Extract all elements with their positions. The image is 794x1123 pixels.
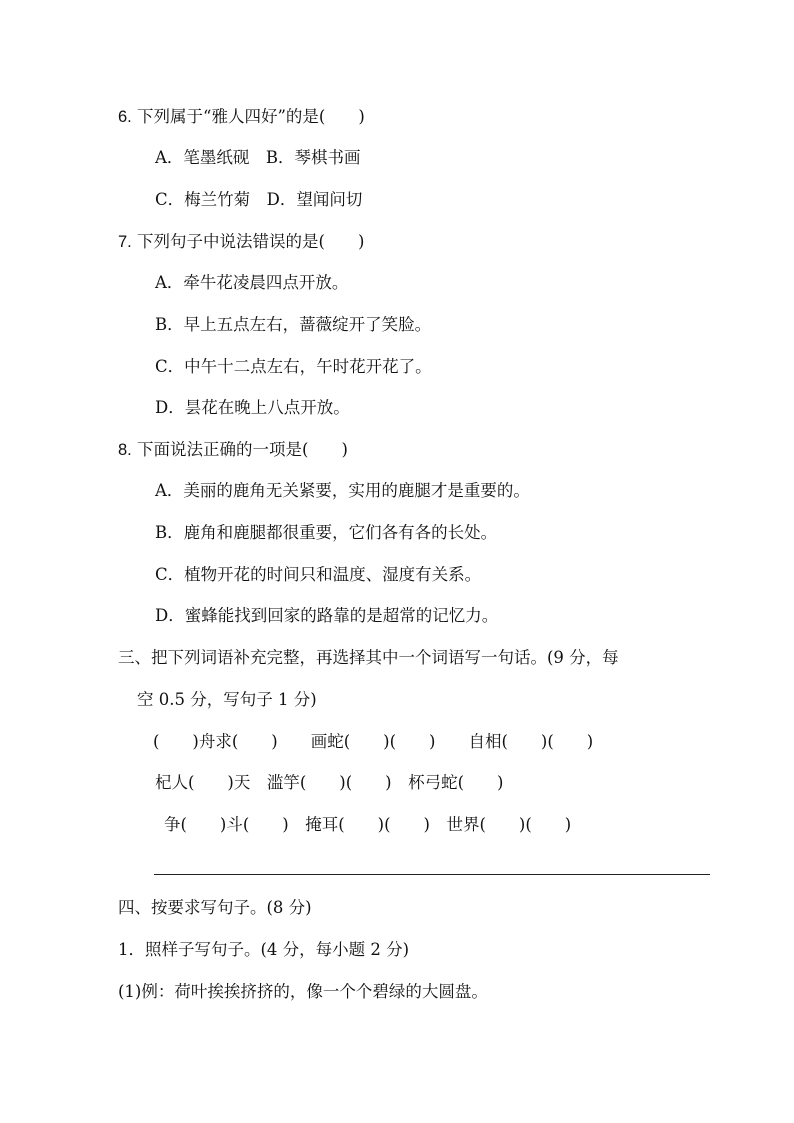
idiom-row-3[interactable]: 争( )斗( ) 掩耳( )( ) 世界( )( ): [164, 815, 572, 834]
question-6-options-ab: A．笔墨纸砚 B．琴棋书画: [155, 148, 361, 167]
question-7-number: 7.: [118, 233, 132, 251]
question-8-option-c: C．植物开花的时间只和温度、湿度有关系。: [155, 565, 482, 584]
question-8-option-a: A．美丽的鹿角无关紧要，实用的鹿腿才是重要的。: [155, 481, 530, 500]
section-4-item-1: 1．照样子写句子。(4 分，每小题 2 分): [118, 940, 410, 959]
question-6-text: 下列属于“雅人四好”的是( ): [137, 107, 365, 126]
question-8-option-b: B．鹿角和鹿腿都很重要，它们各有各的长处。: [155, 523, 498, 542]
section-4-example: (1)例：荷叶挨挨挤挤的，像一个个碧绿的大圆盘。: [118, 982, 488, 1001]
question-6-options-cd: C．梅兰竹菊 D．望闻问切: [155, 190, 363, 209]
question-7-option-a: A．牵牛花凌晨四点开放。: [155, 273, 349, 292]
question-8-stem: [118, 439, 348, 461]
question-8-text: 下面说法正确的一项是( ): [137, 440, 348, 459]
question-7-option-d: D．昙花在晚上八点开放。: [155, 398, 350, 417]
question-6-number: 6.: [118, 108, 132, 126]
idiom-row-1[interactable]: ( )舟求( ) 画蛇( )( ) 自相( )( ): [153, 732, 594, 751]
question-8-option-d: D．蜜蜂能找到回家的路靠的是超常的记忆力。: [155, 606, 499, 625]
question-7-option-b: B．早上五点左右，蔷薇绽开了笑脸。: [155, 315, 432, 334]
question-7-stem: [118, 231, 364, 253]
question-8-number: 8.: [118, 441, 132, 459]
answer-line[interactable]: [154, 874, 710, 875]
section-3-title: 三、把下列词语补充完整，再选择其中一个词语写一句话。(9 分，每: [118, 648, 619, 667]
question-7-text: 下列句子中说法错误的是( ): [137, 232, 365, 251]
question-6-stem: [118, 106, 365, 128]
idiom-row-2[interactable]: 杞人( )天 滥竽( )( ) 杯弓蛇( ): [155, 773, 504, 792]
question-7-option-c: C．中午十二点左右，午时花开花了。: [155, 357, 432, 376]
section-4-title: 四、按要求写句子。(8 分): [118, 898, 312, 917]
section-3-title-continued: 空 0.5 分，写句子 1 分): [137, 690, 317, 709]
